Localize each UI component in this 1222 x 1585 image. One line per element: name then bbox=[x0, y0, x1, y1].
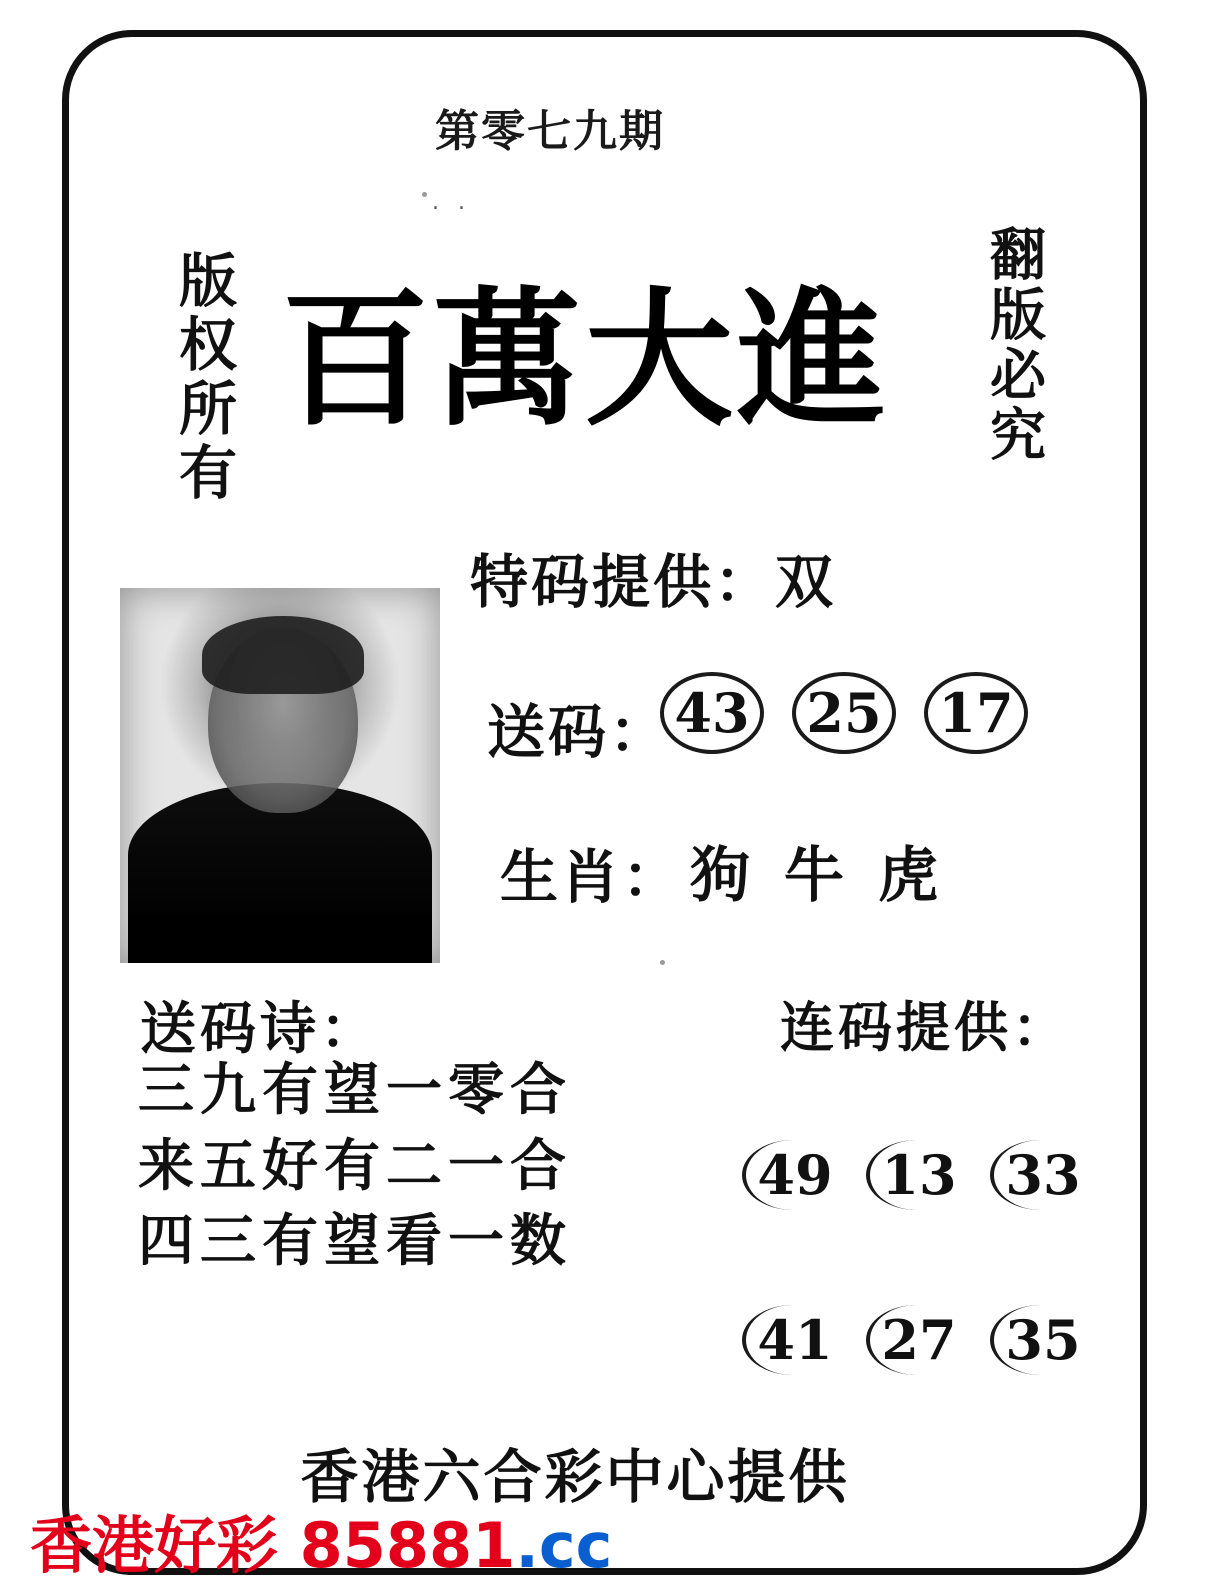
lian-code-ball: 13 bbox=[866, 1140, 968, 1210]
footer-source-text: 香港六合彩中心提供 bbox=[300, 1443, 850, 1511]
send-code-ball-group bbox=[660, 672, 1028, 754]
zodiac-label: 生肖： bbox=[500, 843, 684, 911]
watermark-number: 85881 bbox=[299, 1509, 516, 1582]
scan-speck bbox=[660, 960, 665, 965]
zodiac-item: 牛 bbox=[784, 841, 844, 911]
lian-code-row-1 bbox=[742, 1140, 1092, 1210]
send-code-ball: 25 bbox=[792, 672, 896, 754]
lian-code-ball: 49 bbox=[742, 1140, 844, 1210]
copyright-vertical-text: 版权所有 bbox=[169, 250, 237, 506]
poem-line: 三九有望一零合 bbox=[138, 1057, 572, 1123]
page-title: 百萬大進 bbox=[281, 272, 889, 446]
special-code-line: 特码提供：双 bbox=[470, 548, 837, 616]
zodiac-item: 虎 bbox=[878, 841, 938, 911]
poem-line: 四三有望看一数 bbox=[138, 1208, 572, 1275]
site-watermark bbox=[30, 1496, 612, 1585]
scan-speck bbox=[422, 192, 427, 197]
lian-code-ball: 41 bbox=[742, 1305, 844, 1375]
poem-title: 送码诗： bbox=[140, 996, 380, 1062]
lian-code-ball: 27 bbox=[866, 1305, 968, 1375]
portrait-hair bbox=[202, 616, 364, 694]
scan-speckle: . . bbox=[432, 190, 471, 215]
zodiac-group bbox=[690, 828, 938, 914]
lian-code-title: 连码提供： bbox=[780, 995, 1070, 1059]
watermark-brand: 香港好彩 bbox=[30, 1509, 279, 1582]
watermark-tld: .cc bbox=[515, 1509, 613, 1582]
send-code-ball: 43 bbox=[660, 672, 764, 754]
send-code-ball: 17 bbox=[924, 672, 1028, 754]
lian-code-ball: 33 bbox=[990, 1140, 1092, 1210]
send-code-label: 送码： bbox=[487, 698, 671, 766]
lian-code-ball: 35 bbox=[990, 1305, 1092, 1375]
reprint-warning-vertical-text: 翻版必究 bbox=[981, 225, 1047, 465]
lian-code-row-2 bbox=[742, 1305, 1092, 1375]
poem-body bbox=[138, 1053, 572, 1280]
portrait-photo bbox=[120, 588, 440, 963]
issue-number: 第零七九期 bbox=[435, 106, 665, 157]
zodiac-item: 狗 bbox=[690, 841, 750, 911]
poem-line: 来五好有二一合 bbox=[138, 1132, 572, 1199]
